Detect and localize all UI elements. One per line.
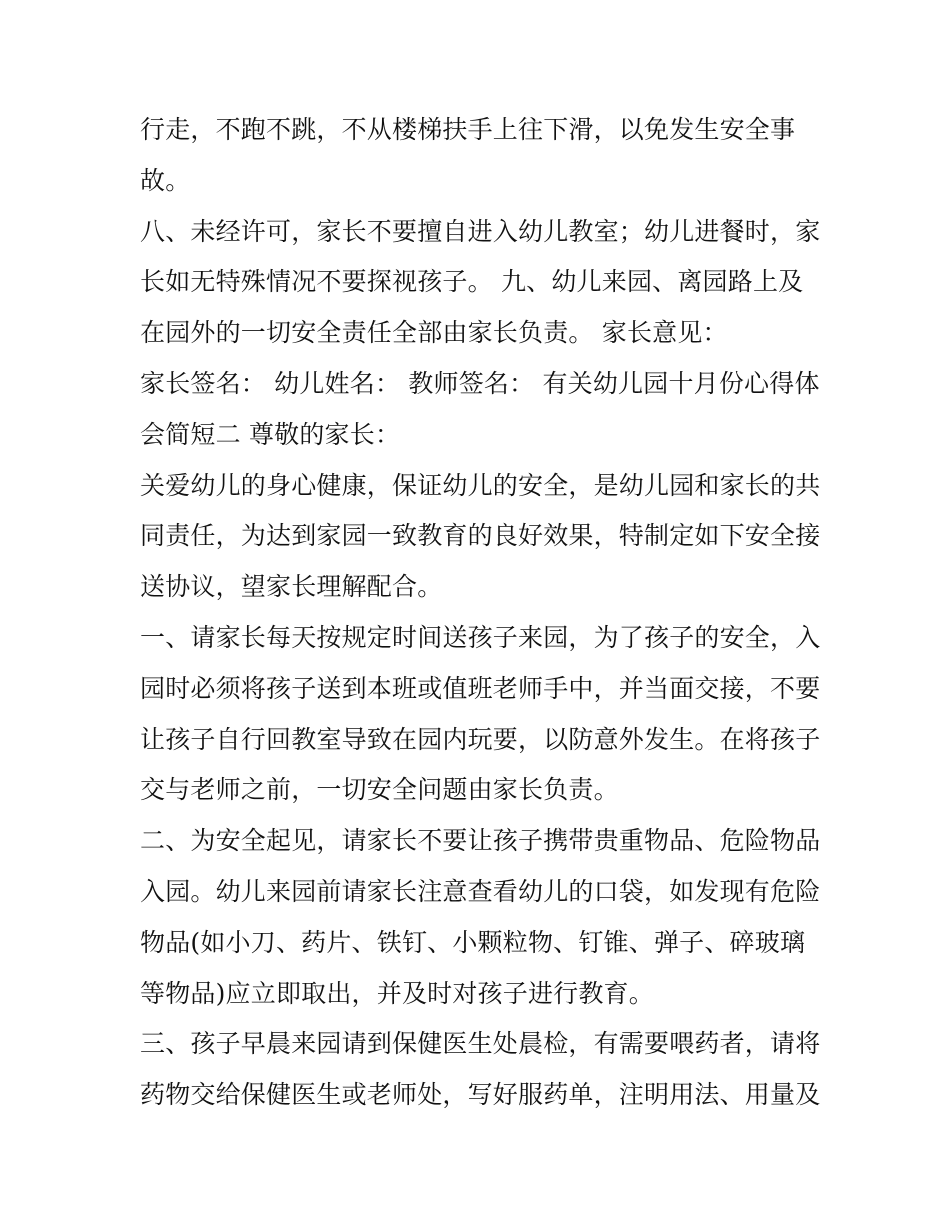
text-line: 二、为安全起见，请家长不要让孩子携带贵重物品、危险物品 — [140, 826, 821, 856]
text-line: 等物品)应立即取出，并及时对孩子进行教育。 — [140, 978, 654, 1008]
text-line: 故。 — [140, 165, 191, 195]
text-line: 物品(如小刀、药片、铁钉、小颗粒物、钉锥、弹子、碎玻璃 — [140, 927, 806, 957]
text-line: 长如无特殊情况不要探视孩子。 九、幼儿来园、离园路上及 — [140, 267, 804, 297]
text-line: 家长签名： 幼儿姓名： 教师签名： 有关幼儿园十月份心得体 — [140, 368, 820, 398]
text-line: 送协议，望家长理解配合。 — [140, 572, 443, 602]
text-line: 三、孩子早晨来园请到保健医生处晨检，有需要喂药者，请将 — [140, 1029, 821, 1059]
text-line: 让孩子自行回教室导致在园内玩要，以防意外发生。在将孩子 — [140, 724, 821, 754]
text-line: 会简短二 尊敬的家长： — [140, 419, 401, 449]
text-line: 一、请家长每天按规定时间送孩子来园，为了孩子的安全，入 — [140, 622, 821, 652]
text-line: 药物交给保健医生或老师处，写好服药单，注明用法、用量及 — [140, 1080, 821, 1110]
text-line: 八、未经许可，家长不要擅自进入幼儿教室；幼儿进餐时，家 — [140, 216, 821, 246]
document-body — [140, 105, 830, 1121]
text-line: 行走，不跑不跳，不从楼梯扶手上往下滑，以免发生安全事 — [140, 115, 796, 144]
text-line: 关爱幼儿的身心健康，保证幼儿的安全，是幼儿园和家长的共 — [140, 470, 821, 500]
text-line: 在园外的一切安全责任全部由家长负责。 家长意见： — [140, 318, 728, 348]
text-line: 园时必须将孩子送到本班或值班老师手中，并当面交接，不要 — [140, 673, 821, 703]
text-line: 入园。幼儿来园前请家长注意查看幼儿的口袋，如发现有危险 — [140, 876, 821, 906]
text-line: 交与老师之前，一切安全问题由家长负责。 — [140, 775, 619, 805]
text-line: 同责任，为达到家园一致教育的良好效果，特制定如下安全接 — [140, 521, 821, 551]
